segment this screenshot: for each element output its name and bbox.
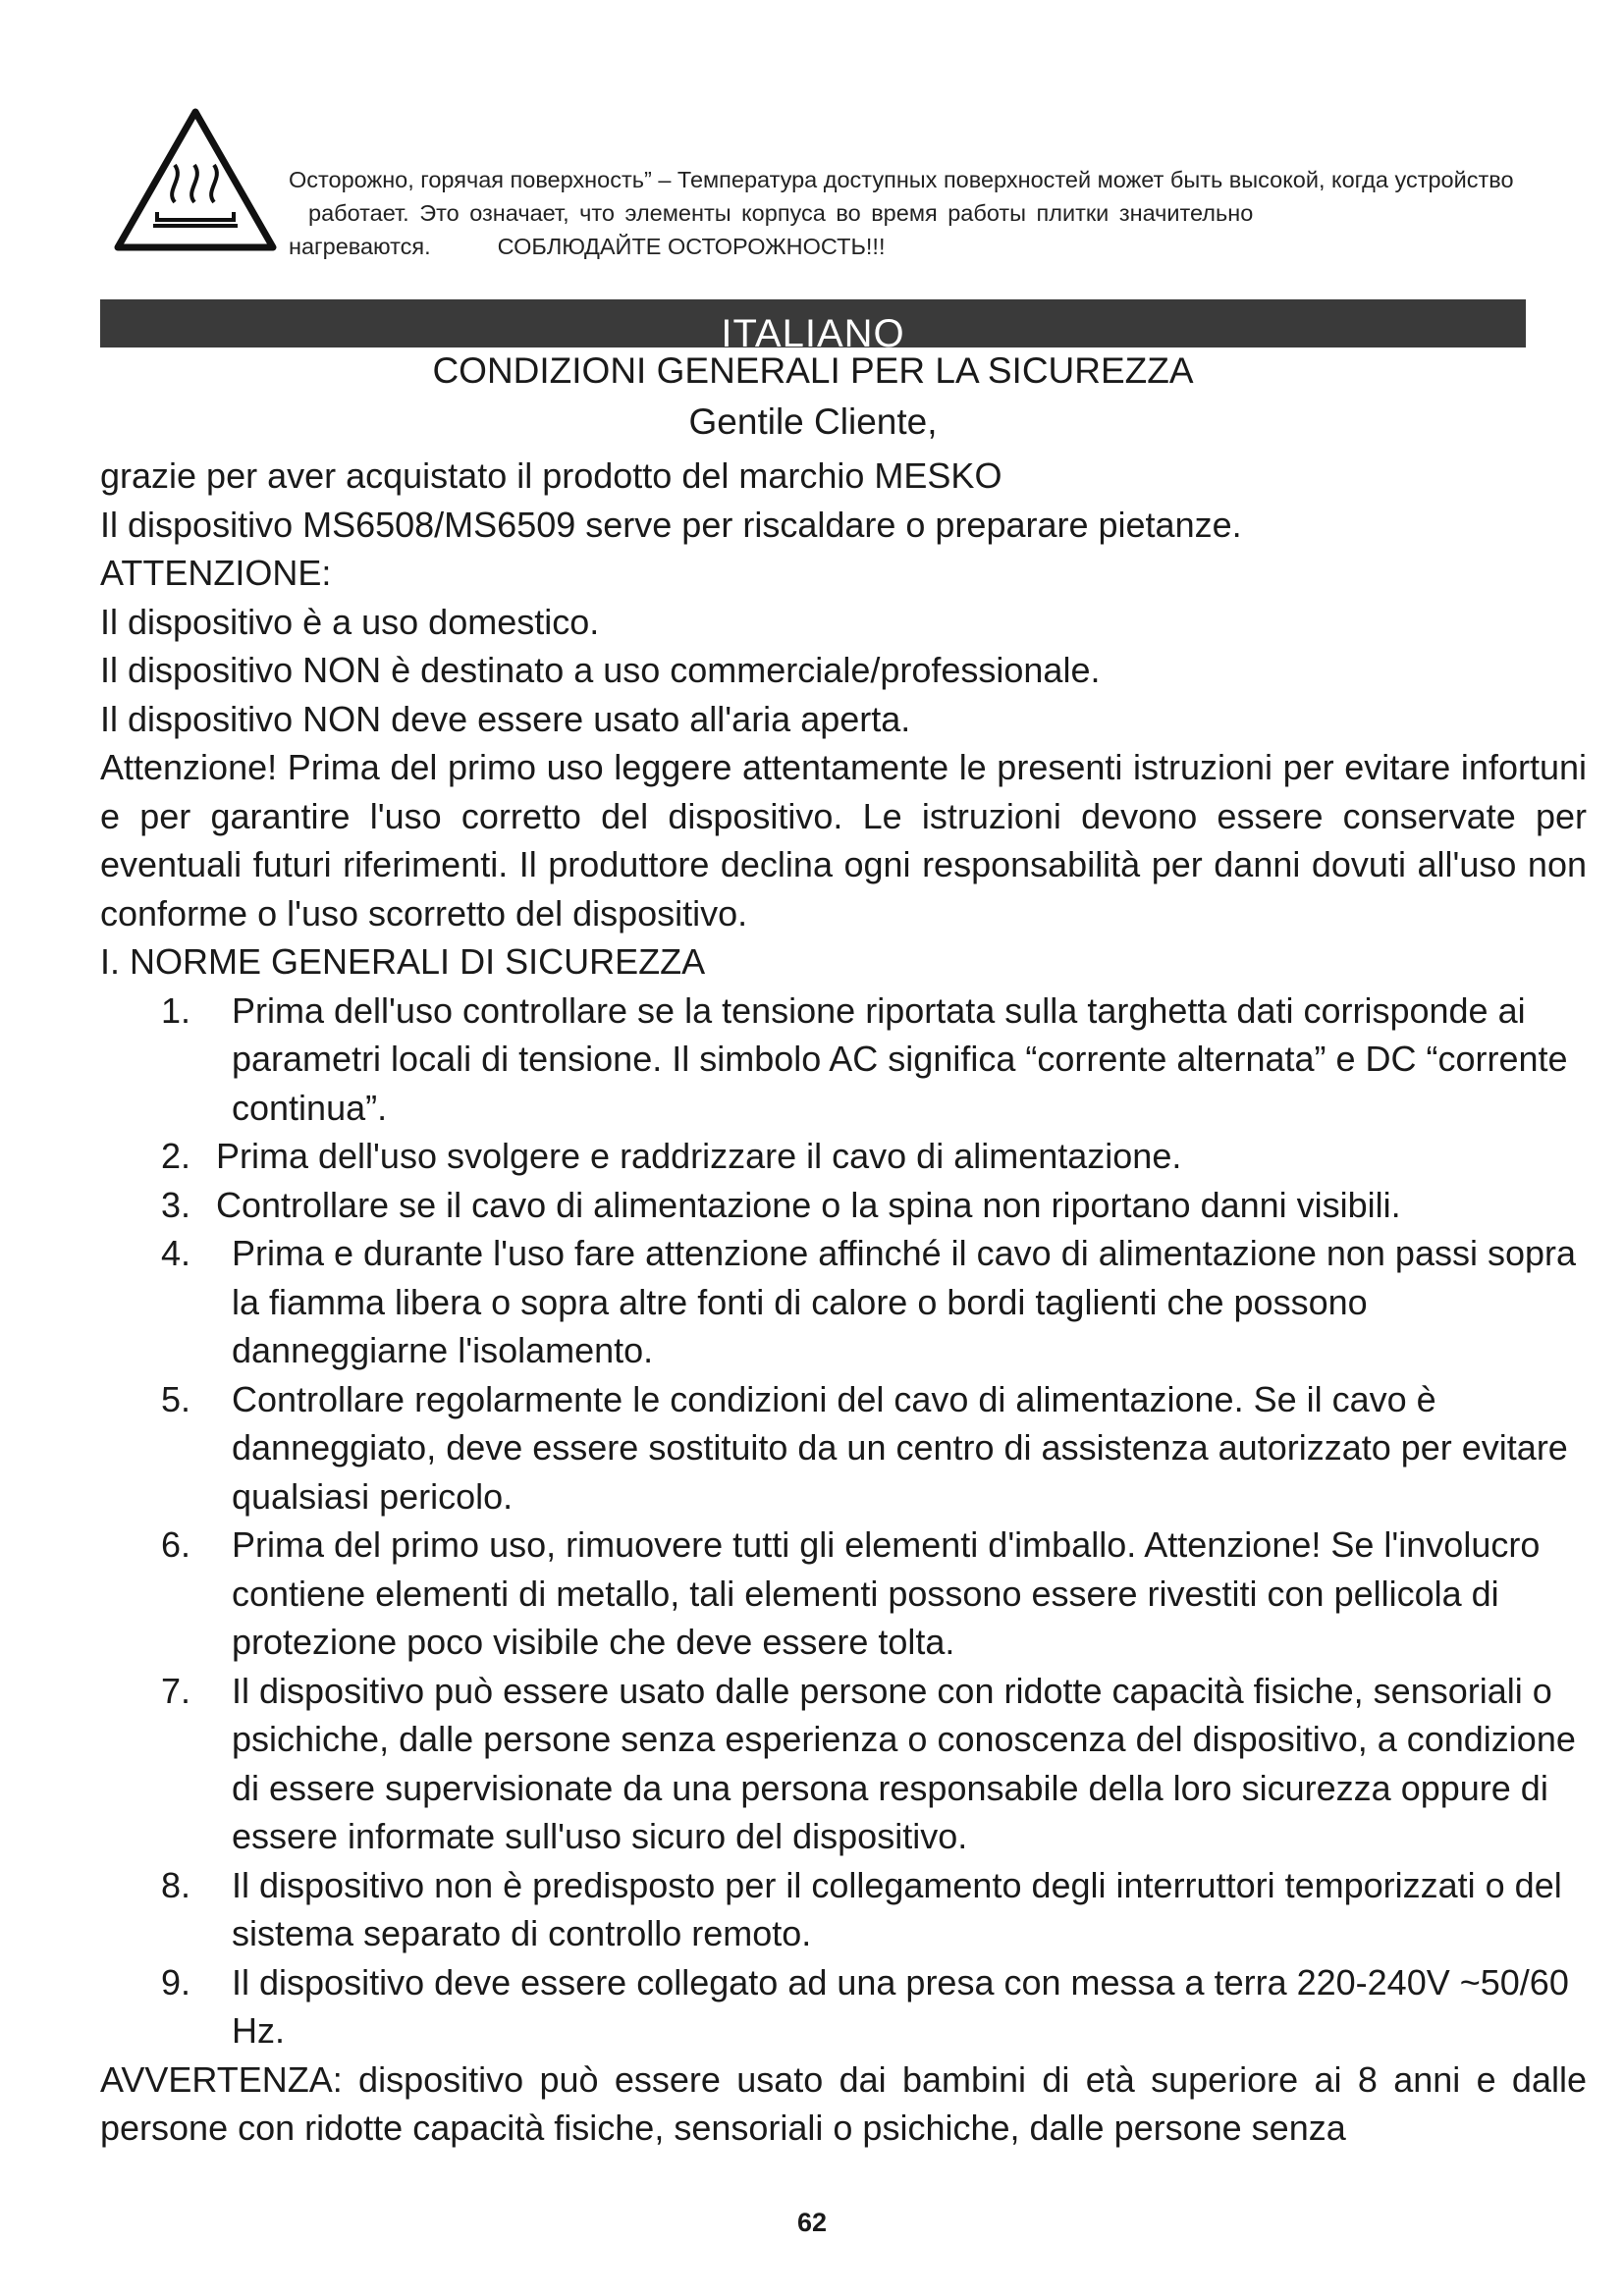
list-item-number: 6.: [161, 1524, 191, 1565]
document-body: [100, 452, 1587, 2153]
caution-notice: СОБЛЮДАЙТЕ ОСТОРОЖНОСТЬ!!!: [497, 234, 886, 259]
list-item-text: Controllare regolarmente le condizioni del cavo di alimentazione. Se il cavo è danneggiato, deve essere sostituito da un centro di assistenza autorizzato per evitare qualsiasi pericolo.: [232, 1378, 1568, 1517]
list-item-number: 3.: [161, 1184, 191, 1225]
language-label: ITALIANO: [721, 312, 905, 355]
list-item: [100, 1861, 1587, 1958]
avvertenza-paragraph: AVVERTENZA: dispositivo può essere usato dai bambini di età superiore ai 8 anni e dalle persone con ridotte capacità fisiche, sensoriali o psichiche, dalle persone senza: [100, 2058, 1587, 2148]
list-item-number: 5.: [161, 1378, 191, 1419]
list-item: [100, 987, 1587, 1133]
intro-not-commercial: Il dispositivo NON è destinato a uso commerciale/professionale.: [100, 650, 1101, 690]
safety-rules-list: [100, 987, 1587, 2056]
attention-heading: ATTENZIONE:: [100, 553, 332, 593]
list-item-text: Il dispositivo deve essere collegato ad una presa con messa a terra 220-240V ~50/60 Hz.: [232, 1961, 1569, 2051]
list-item-text: Controllare se il cavo di alimentazione o la spina non riportano danni visibili.: [216, 1184, 1401, 1225]
list-item: [100, 1181, 1587, 1230]
rules-heading: I. NORME GENERALI DI SICUREZZA: [100, 941, 706, 982]
language-header-bar: [100, 299, 1526, 355]
list-item-number: 8.: [161, 1864, 191, 1905]
section-title: CONDIZIONI GENERALI PER LA SICUREZZA: [432, 350, 1194, 391]
page-number: 62: [796, 2208, 828, 2237]
salutation: Gentile Cliente,: [688, 401, 938, 442]
list-item-text: Il dispositivo può essere usato dalle persone con ridotte capacità fisiche, sensoriali o psichiche, dalle persone senza esperienza o conoscenza del dispositivo, a condizione di essere supervisionate da una persona responsabile della loro sicurezza oppure di essere informate sull'uso sicuro del dispositivo.: [232, 1670, 1576, 1856]
hot-surface-warning-icon: [114, 108, 277, 251]
list-item-number: 1.: [161, 989, 191, 1031]
list-item-text: Prima dell'uso controllare se la tensione riportata sulla targhetta dati corrisponde ai parametri locali di tensione. Il simbolo AC significa “corrente alternata” e DC “corrente continua”.: [232, 989, 1568, 1128]
intro-thanks: grazie per aver acquistato il prodotto del marchio MESKO: [100, 455, 1002, 496]
list-item: [100, 1375, 1587, 1522]
intro-purpose: Il dispositivo MS6508/MS6509 serve per riscaldare o preparare pietanze.: [100, 504, 1242, 545]
warning-line-2: работает. Это означает, что элементы корпуса во время работы плитки значительно: [308, 200, 1254, 226]
list-item: [100, 1132, 1587, 1181]
list-item-text: Prima e durante l'uso fare attenzione affinché il cavo di alimentazione non passi sopra la fiamma libera o sopra altre fonti di calore o bordi taglienti che possono danneggiarne l'isolamento.: [232, 1233, 1577, 1370]
list-item-number: 7.: [161, 1670, 191, 1711]
warning-line-3: [289, 230, 1575, 263]
list-item: [100, 1667, 1587, 1861]
list-item: [100, 1521, 1587, 1667]
list-item-text: Prima del primo uso, rimuovere tutti gli elementi d'imballo. Attenzione! Se l'involucro contiene elementi di metallo, tali elementi possono essere rivestiti con pellicola di protezione poco visibile che deve essere tolta.: [232, 1524, 1541, 1662]
intro-warning-paragraph: Attenzione! Prima del primo uso leggere attentamente le presenti istruzioni per evitare infortuni e per garantire l'uso corretto del dispositivo. Le istruzioni devono essere conservate per eventuali futuri riferimenti. Il produttore declina ogni responsabilità per danni dovuti all'uso non conforme o l'uso scorretto del dispositivo.: [100, 747, 1587, 934]
list-item-number: 4.: [161, 1233, 191, 1273]
warning-line-1: Осторожно, горячая поверхность” – Температура доступных поверхностей может быть высокой, когда устройство: [289, 167, 1514, 192]
list-item-number: 9.: [161, 1961, 191, 2002]
list-item: [100, 1958, 1587, 2056]
list-item-number: 2.: [161, 1136, 191, 1176]
list-item: [100, 1229, 1587, 1375]
list-item-text: Il dispositivo non è predisposto per il collegamento degli interruttori temporizzati o del sistema separato di controllo remoto.: [232, 1864, 1562, 1953]
hot-surface-warning-text: [289, 163, 1575, 263]
list-item-text: Prima dell'uso svolgere e raddrizzare il cavo di alimentazione.: [216, 1136, 1182, 1176]
warning-line-3-text: нагреваются.: [289, 234, 431, 259]
intro-domestic: Il dispositivo è a uso domestico.: [100, 601, 600, 642]
intro-not-outdoor: Il dispositivo NON deve essere usato all'aria aperta.: [100, 698, 911, 739]
